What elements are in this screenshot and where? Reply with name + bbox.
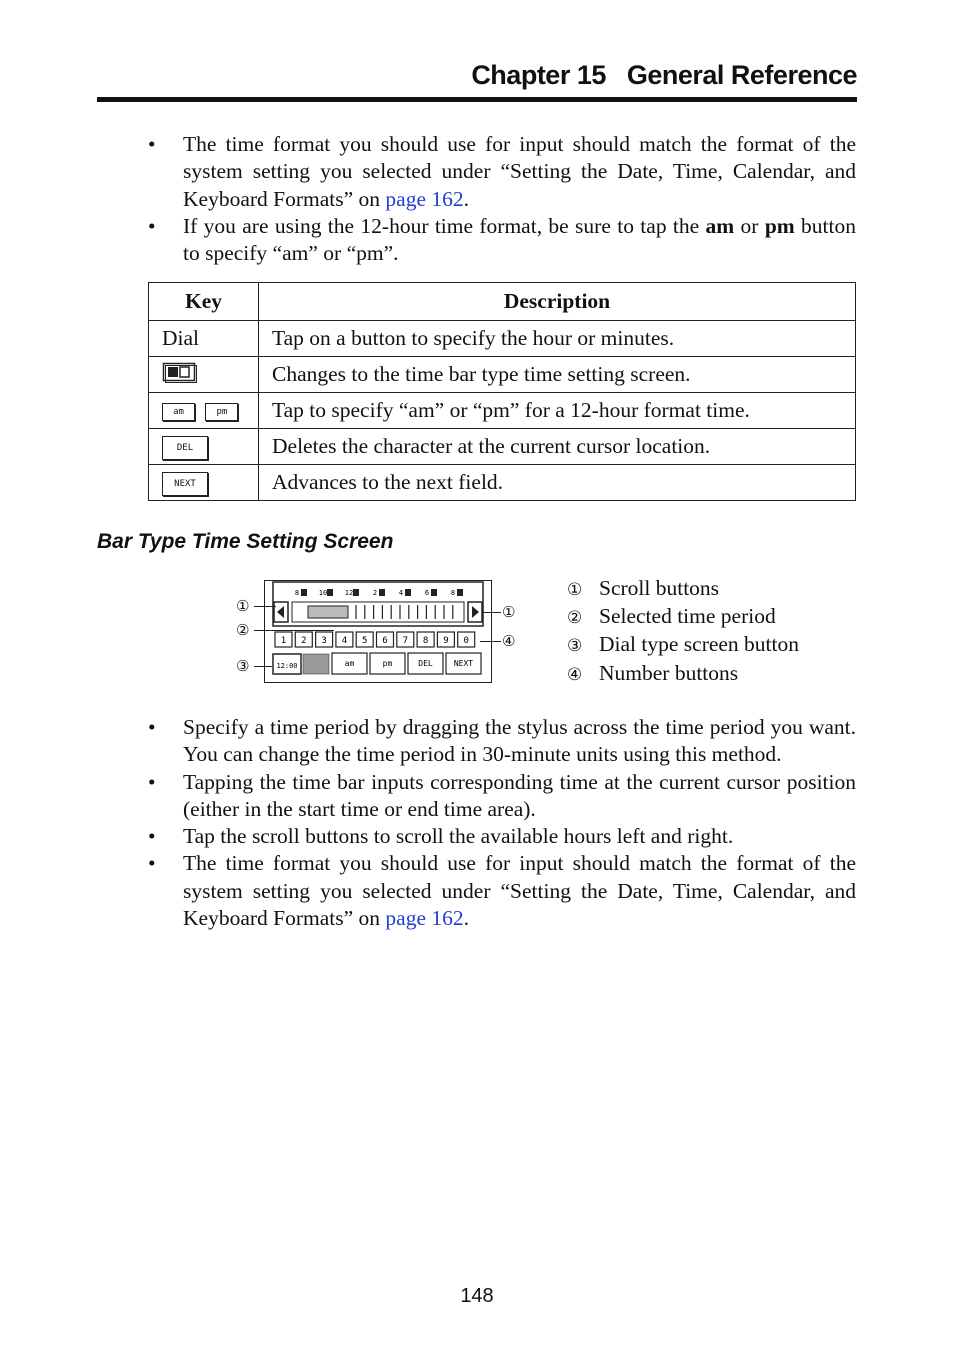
table-row — [149, 357, 856, 393]
hour-marker — [353, 589, 359, 596]
hour-label — [295, 589, 307, 597]
description-cell: Tap on a button to specify the hour or minutes. — [259, 321, 856, 357]
bar-type-screen — [264, 580, 492, 683]
legend-item: ① Scroll buttons — [567, 576, 720, 600]
next-key-button: NEXT — [162, 472, 208, 496]
number-button — [316, 632, 333, 647]
table-row — [149, 429, 856, 465]
callout-selected-period: ② — [236, 621, 250, 639]
hour-marker — [379, 589, 385, 596]
key-cell — [149, 393, 259, 429]
column-header: Description — [259, 283, 856, 321]
page-link[interactable]: page 162 — [385, 186, 464, 211]
hour-label — [373, 589, 385, 597]
number-buttons — [275, 632, 475, 647]
bottom-buttons — [332, 653, 481, 674]
key-cell — [149, 465, 259, 501]
intro-bullet-list — [148, 131, 856, 267]
intro-bullet: • The time format you should use for input should match the format of the system setting you selected under “Setting the Date, Time, Calendar, and Keyboard Formats” on page 162. — [148, 131, 856, 213]
number-button — [336, 632, 353, 647]
page-number: 148 — [460, 1285, 494, 1307]
bar-bullet-list — [148, 714, 856, 932]
callout-scroll-right: ① — [502, 603, 516, 621]
hour-label-text: 6 — [424, 589, 430, 597]
hour-label — [425, 589, 437, 597]
hour-label-text: 12 — [344, 589, 354, 597]
legend-item: ② Selected time period — [567, 604, 776, 629]
number-button — [397, 632, 414, 647]
number-button-label: 8 — [422, 636, 429, 646]
bar-type-icon — [162, 361, 198, 383]
bar-bullet: • The time format you should use for input should match the format of the system setting you selected under “Setting the Date, Time, Calendar, and Keyboard Formats” on page 162. — [148, 850, 856, 932]
number-button — [275, 632, 292, 647]
hour-label-text: 10 — [318, 589, 328, 597]
chapter-title: Chapter 15 General Reference — [471, 60, 857, 90]
bottom-button — [332, 653, 367, 674]
number-button — [377, 632, 394, 647]
hour-marker — [431, 589, 437, 596]
number-button-label: 9 — [443, 636, 449, 646]
key-cell — [149, 357, 259, 393]
page-header — [97, 58, 857, 102]
leader-line — [254, 606, 276, 607]
description-cell: Tap to specify “am” or “pm” for a 12-hour format time. — [259, 393, 856, 429]
table-header-row — [149, 283, 856, 321]
number-button — [458, 632, 475, 647]
bottom-button — [446, 653, 481, 674]
hour-label — [319, 589, 333, 597]
number-button — [356, 632, 373, 647]
number-button-label: 1 — [280, 636, 287, 646]
pm-key-button: pm — [205, 403, 238, 421]
am-key-button: am — [162, 403, 195, 421]
key-cell — [149, 429, 259, 465]
callout-scroll-left: ① — [236, 597, 250, 615]
time-bar-figure — [264, 580, 492, 683]
bottom-button — [370, 653, 405, 674]
number-button-label: 4 — [341, 636, 348, 646]
section-title: Bar Type Time Setting Screen — [97, 530, 394, 553]
hour-marker — [327, 589, 333, 596]
description-cell: Advances to the next field. — [259, 465, 856, 501]
hour-label — [399, 589, 411, 597]
column-header: Key — [149, 283, 259, 321]
description-cell: Deletes the character at the current cursor location. — [259, 429, 856, 465]
bottom-button-label: am — [344, 659, 355, 668]
hour-marker — [457, 589, 463, 596]
number-button — [437, 632, 454, 647]
pattern-block — [303, 654, 329, 674]
bar-bullet: • Tapping the time bar inputs corresponding time at the current cursor position (either in the start time or end time area). — [148, 769, 856, 824]
bottom-button-label: NEXT — [453, 659, 474, 668]
hour-labels — [295, 589, 463, 597]
number-button-label: 6 — [382, 636, 388, 646]
table-row — [149, 465, 856, 501]
hour-marker — [405, 589, 411, 596]
selected-time-period — [308, 606, 348, 618]
table-row — [149, 393, 856, 429]
number-button-label: 5 — [361, 636, 368, 646]
leader-line — [483, 612, 501, 613]
intro-bullet: • If you are using the 12-hour time format, be sure to tap the am or pm button to specify “am” or “pm”. — [148, 213, 856, 268]
bottom-button-label: pm — [382, 659, 393, 668]
table-row — [149, 321, 856, 357]
hour-label-text: 2 — [372, 589, 378, 597]
number-button-label: 3 — [321, 636, 327, 646]
callout-dial-button: ③ — [236, 657, 250, 675]
dial-button-label: 12:00 — [276, 662, 298, 670]
key-cell: Dial — [149, 321, 259, 357]
leader-line — [254, 630, 334, 631]
key-table — [148, 282, 856, 501]
bar-bullet: • Tap the scroll buttons to scroll the available hours left and right. — [148, 823, 856, 850]
bottom-button — [408, 653, 443, 674]
legend-item: ④ Number buttons — [567, 660, 739, 685]
hour-label-text: 8 — [450, 589, 456, 597]
del-key-button: DEL — [162, 436, 208, 460]
hour-label-text: 4 — [398, 589, 404, 597]
hour-label — [451, 589, 463, 597]
hour-marker — [301, 589, 307, 596]
leader-line — [480, 641, 501, 642]
bottom-button-label: DEL — [418, 659, 433, 668]
hour-label — [345, 589, 359, 597]
number-button-label: 7 — [402, 636, 409, 646]
description-cell: Changes to the time bar type time setting screen. — [259, 357, 856, 393]
header-rule — [97, 97, 857, 102]
page-link[interactable]: page 162 — [385, 906, 464, 931]
leader-line — [254, 666, 272, 667]
hour-label-text: 8 — [294, 589, 300, 597]
number-button — [417, 632, 434, 647]
callout-number-buttons: ④ — [502, 632, 516, 650]
bar-bullet: • Specify a time period by dragging the stylus across the time period you want. You can change the time period in 30-minute units using this method. — [148, 714, 856, 769]
number-button-label: 0 — [463, 636, 469, 646]
number-button — [295, 632, 312, 647]
number-button-label: 2 — [301, 636, 307, 646]
legend-item: ③ Dial type screen button — [567, 632, 800, 657]
figure-legend — [567, 575, 799, 688]
